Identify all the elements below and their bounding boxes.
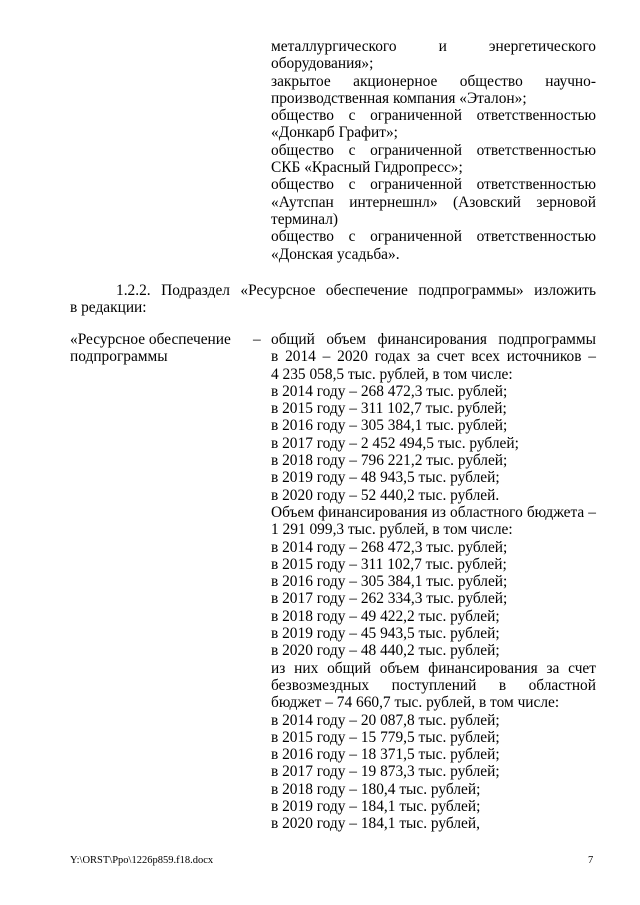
organization-line: общество с ограниченной ответственностью — [271, 107, 596, 125]
funding-line: общий объем финансирования подпрограммы — [271, 331, 596, 348]
resource-label-line: «Ресурсное обеспечение — [70, 331, 231, 348]
resource-label-line: подпрограммы — [70, 348, 168, 366]
organization-line: «Аутспан интернешнл» (Азовский зерновой — [271, 193, 596, 211]
organization-line: металлургического и энергетического — [271, 38, 596, 55]
organization-line: терминал) — [271, 210, 339, 228]
organization-line: общество с ограниченной ответственностью — [271, 228, 596, 246]
paragraph-line: в редакции: — [70, 299, 147, 317]
funding-line: из них общий объем финансирования за счет — [271, 659, 596, 677]
funding-line: в 2020 году – 184,1 тыс. рублей, — [271, 815, 480, 833]
funding-line: в 2020 году – 52 440,2 тыс. рублей. — [271, 486, 500, 504]
funding-line: в 2016 году – 305 384,1 тыс. рублей; — [271, 573, 508, 591]
organization-line: оборудования»; — [271, 55, 374, 73]
organization-line: общество с ограниченной ответственностью — [271, 176, 596, 194]
resource-label — [70, 331, 235, 366]
funding-line: в 2014 году – 20 087,8 тыс. рублей; — [271, 711, 500, 729]
funding-line: в 2018 году – 180,4 тыс. рублей; — [271, 780, 481, 798]
funding-line: в 2017 году – 19 873,3 тыс. рублей; — [271, 763, 500, 781]
funding-line: в 2017 году – 2 452 494,5 тыс. рублей; — [271, 434, 519, 452]
organization-line: производственная компания «Эталон»; — [271, 89, 527, 107]
funding-line: в 2019 году – 184,1 тыс. рублей; — [271, 798, 481, 816]
funding-details — [271, 331, 596, 833]
funding-line: в 2020 году – 48 440,2 тыс. рублей; — [271, 642, 500, 660]
funding-line: в 2015 году – 15 779,5 тыс. рублей; — [271, 728, 500, 746]
funding-line: бюджет – 74 660,7 тыс. рублей, в том числе: — [271, 694, 560, 712]
funding-line: в 2019 году – 45 943,5 тыс. рублей; — [271, 625, 500, 643]
funding-line: 1 291 099,3 тыс. рублей, в том числе: — [271, 521, 513, 539]
funding-line: в 2018 году – 796 221,2 тыс. рублей; — [271, 452, 508, 470]
paragraph-line: 1.2.2. Подраздел «Ресурсное обеспечение подпрограммы» изложить — [116, 282, 596, 299]
funding-line: в 2019 году – 48 943,5 тыс. рублей; — [271, 469, 500, 487]
page-number: 7 — [588, 855, 594, 866]
label-dash: – — [253, 331, 261, 348]
funding-line: в 2016 году – 305 384,1 тыс. рублей; — [271, 417, 508, 435]
funding-line: Объем финансирования из областного бюджета – — [271, 503, 596, 521]
organization-line: СКБ «Красный Гидропресс»; — [271, 159, 463, 177]
organization-line: «Донкарб Графит»; — [271, 124, 398, 142]
funding-line: в 2018 году – 49 422,2 тыс. рублей; — [271, 607, 500, 625]
funding-line: 4 235 058,5 тыс. рублей, в том числе: — [271, 365, 513, 383]
funding-line: в 2014 – 2020 годах за счет всех источников – — [271, 348, 596, 366]
funding-line: в 2014 году – 268 472,3 тыс. рублей; — [271, 382, 508, 400]
organization-list — [271, 38, 596, 263]
funding-line: в 2016 году – 18 371,5 тыс. рублей; — [271, 746, 500, 764]
funding-line: в 2015 году – 311 102,7 тыс. рублей; — [271, 555, 507, 573]
funding-line: в 2014 году – 268 472,3 тыс. рублей; — [271, 538, 508, 556]
funding-line: в 2017 году – 262 334,3 тыс. рублей; — [271, 590, 508, 608]
organization-line: общество с ограниченной ответственностью — [271, 141, 596, 159]
funding-line: безвозмездных поступлений в областной — [271, 676, 596, 694]
funding-line: в 2015 году – 311 102,7 тыс. рублей; — [271, 400, 507, 418]
organization-line: «Донская усадьба». — [271, 245, 400, 263]
section-1-2-2-paragraph — [70, 282, 596, 317]
footer-file-path: Y:\ORST\Ppo\1226p859.f18.docx — [70, 855, 214, 866]
organization-line: закрытое акционерное общество научно- — [271, 72, 596, 90]
